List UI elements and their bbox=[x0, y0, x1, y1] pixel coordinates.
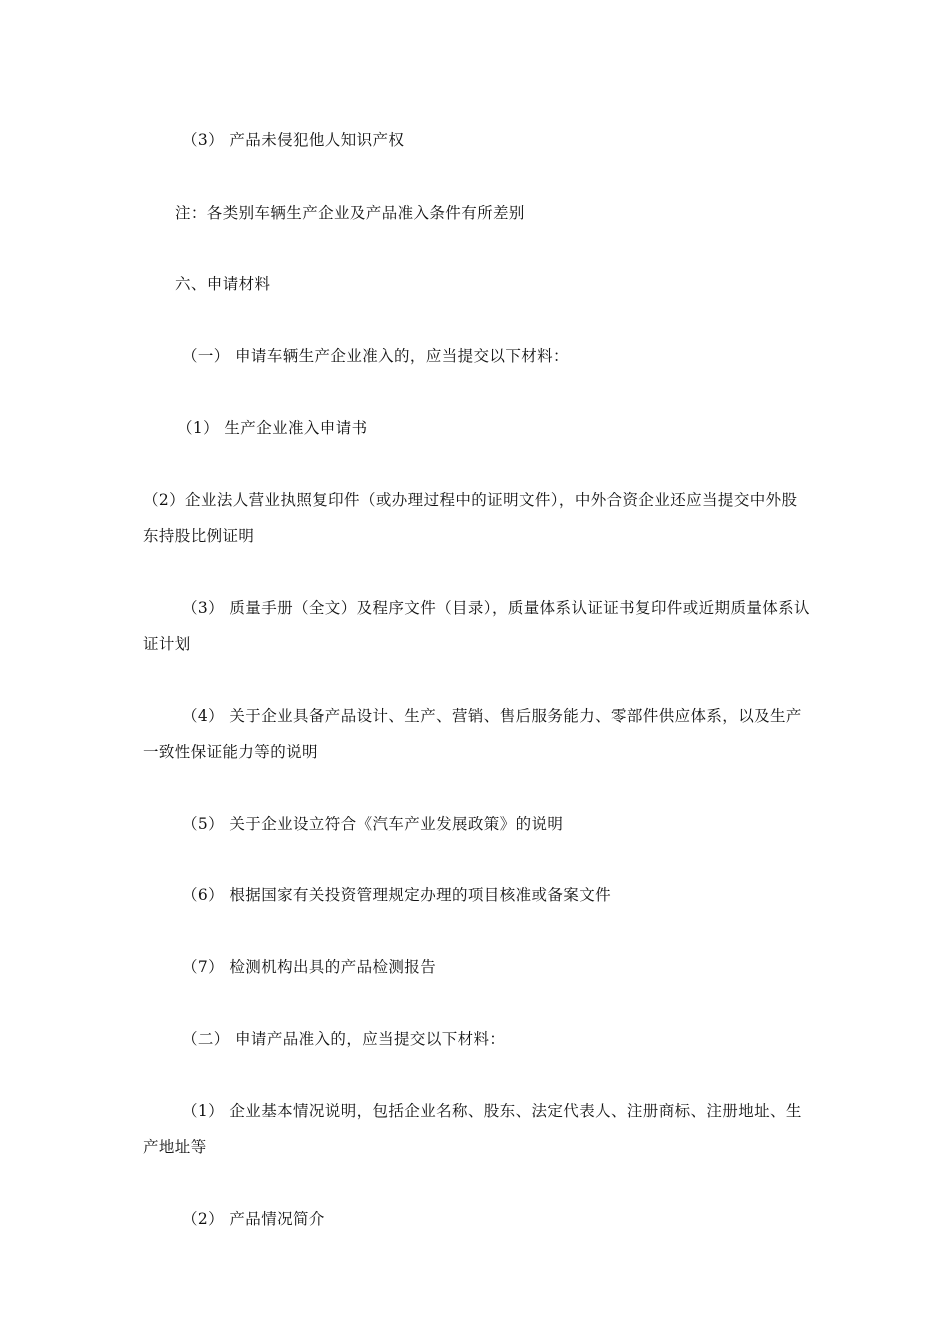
paragraph-item-2: （2）企业法人营业执照复印件（或办理过程中的证明文件），中外合资企业还应当提交中外股东持股比例证明 bbox=[143, 491, 798, 545]
paragraph-product-item-2: （2） 产品情况简介 bbox=[182, 1210, 325, 1228]
paragraph-item-6: （6） 根据国家有关投资管理规定办理的项目核准或备案文件 bbox=[182, 886, 611, 904]
paragraph-item-7: （7） 检测机构出具的产品检测报告 bbox=[182, 958, 437, 976]
paragraph-item-4: （4） 关于企业具备产品设计、生产、营销、售后服务能力、零部件供应体系，以及生产一致性保证能力等的说明 bbox=[143, 707, 802, 761]
paragraph-item-5: （5） 关于企业设立符合《汽车产业发展政策》的说明 bbox=[182, 815, 564, 833]
paragraph-item-3: （3） 质量手册（全文）及程序文件（目录），质量体系认证证书复印件或近期质量体系认证计划 bbox=[143, 599, 810, 653]
paragraph-ip-condition: （3） 产品未侵犯他人知识产权 bbox=[182, 131, 405, 149]
paragraph-note: 注：各类别车辆生产企业及产品准入条件有所差别 bbox=[175, 204, 525, 222]
paragraph-product-access-intro: （二） 申请产品准入的，应当提交以下材料： bbox=[182, 1030, 506, 1048]
paragraph-item-1: （1） 生产企业准入申请书 bbox=[177, 419, 368, 437]
section-heading-application-materials: 六、申请材料 bbox=[175, 275, 271, 293]
paragraph-enterprise-access-intro: （一） 申请车辆生产企业准入的，应当提交以下材料： bbox=[182, 347, 569, 365]
paragraph-product-item-1: （1） 企业基本情况说明，包括企业名称、股东、法定代表人、注册商标、注册地址、生产地址等 bbox=[143, 1102, 802, 1156]
